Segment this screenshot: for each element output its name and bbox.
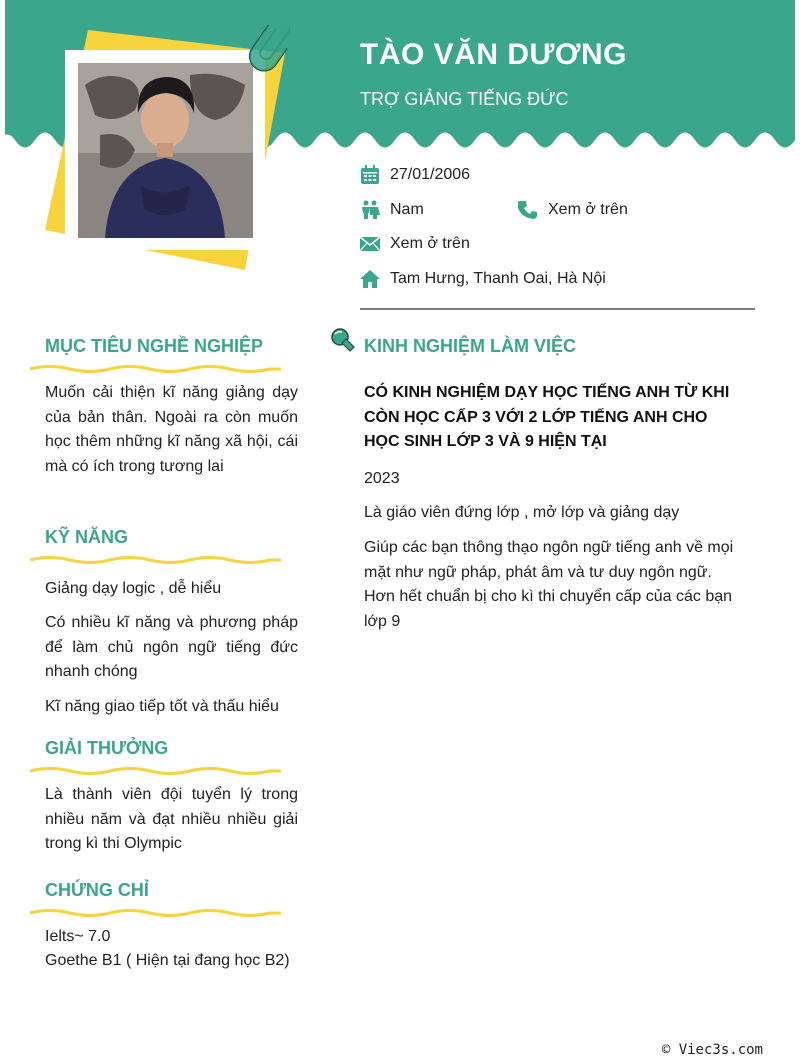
skill-item: Giảng dạy logic , dễ hiểu: [45, 580, 222, 597]
header-divider: [360, 308, 755, 310]
awards-text: Là thành viên đội tuyển lý trong nhiều năm và đạt nhiều nhiều giải trong kì thi Olympic: [45, 786, 298, 852]
skills-underline: [28, 553, 283, 567]
profile-photo-frame: [40, 25, 290, 275]
objective-text: Muốn cải thiện kĩ năng giảng dạy của bản thân. Ngoài ra còn muốn học thêm những kĩ năng xã hội, cái mà có ích trong tương lai: [45, 384, 298, 475]
phone-icon: [518, 200, 538, 220]
awards-underline: [28, 764, 283, 778]
home-icon: [360, 269, 380, 289]
certificates-underline: [28, 906, 283, 920]
pin-icon: [330, 327, 356, 355]
experience-year: 2023: [364, 470, 400, 487]
skill-item: Kĩ năng giao tiếp tốt và thấu hiểu: [45, 698, 279, 715]
candidate-role: TRỢ GIẢNG TIẾNG ĐỨC: [360, 89, 569, 109]
email-value: Xem ở trên: [390, 235, 470, 252]
objective-underline: [28, 362, 283, 376]
certificates-title: CHỨNG CHỈ: [45, 880, 149, 900]
phone-value: Xem ở trên: [548, 201, 628, 218]
experience-description: Là giáo viên đứng lớp , mở lớp và giảng dạy: [364, 504, 680, 521]
objective-title: MỤC TIÊU NGHỀ NGHIỆP: [45, 336, 264, 356]
email-row: [360, 234, 470, 254]
gender-row: [360, 200, 424, 220]
watermark: © Viec3s.com: [661, 1042, 763, 1058]
birthdate-row: [360, 165, 470, 185]
address-value: Tam Hưng, Thanh Oai, Hà Nội: [390, 270, 606, 287]
birthdate-value: 27/01/2006: [390, 166, 471, 183]
skills-title: KỸ NĂNG: [45, 527, 129, 547]
gender-icon: [360, 200, 380, 220]
certificate-item: Goethe B1 ( Hiện tại đang học B2): [45, 952, 290, 969]
gender-value: Nam: [390, 201, 424, 218]
email-icon: [360, 234, 380, 254]
skill-item: Có nhiều kĩ năng và phương pháp để làm chủ ngôn ngữ tiếng đức nhanh chóng: [45, 614, 298, 680]
experience-details: Giúp các bạn thông thạo ngôn ngữ tiếng anh về mọi mặt như ngữ pháp, phát âm và tư duy ngôn ngữ. Hơn hết chuẩn bị cho kì thi chuyển cấp của các bạn lớp 9: [364, 539, 734, 630]
experience-headline: CÓ KINH NGHIỆM DẠY HỌC TIẾNG ANH TỪ KHI CÒN HỌC CẤP 3 VỚI 2 LỚP TIẾNG ANH CHO HỌC SINH LỚP 3 VÀ 9 HIỆN TẠI: [364, 384, 730, 450]
awards-title: GIẢI THƯỞNG: [45, 738, 169, 758]
certificate-item: Ielts~ 7.0: [45, 928, 111, 945]
address-row: [360, 269, 606, 289]
candidate-name: TÀO VĂN DƯƠNG: [360, 38, 627, 71]
avatar: [78, 63, 253, 238]
experience-title: KINH NGHIỆM LÀM VIỆC: [364, 336, 577, 356]
phone-row: [518, 200, 628, 220]
calendar-icon: [360, 165, 380, 185]
